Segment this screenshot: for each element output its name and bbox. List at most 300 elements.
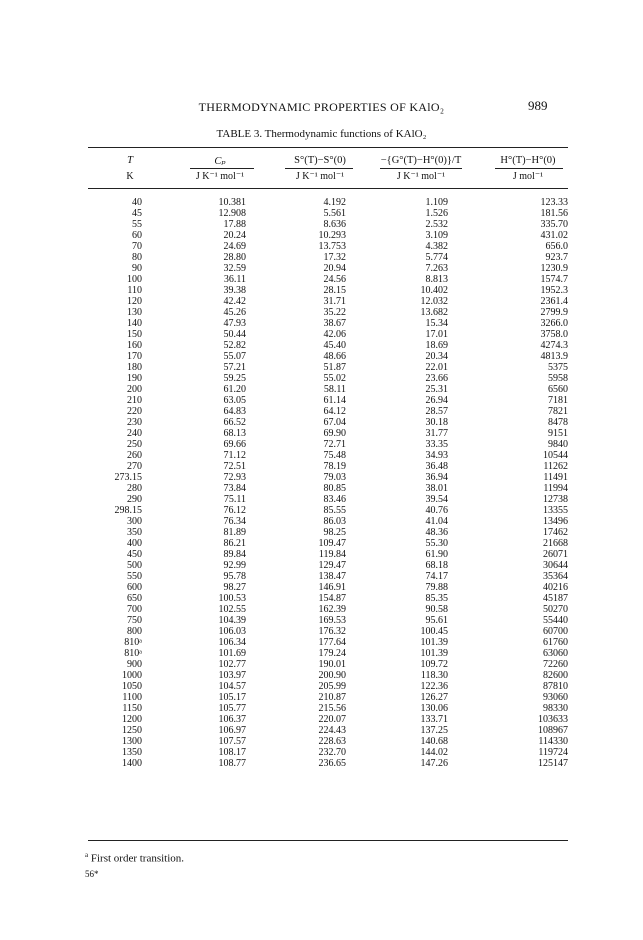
table-cell: 273.15 (114, 472, 142, 483)
table-cell: 103.97 (218, 670, 246, 681)
table-cell: 45187 (543, 593, 568, 604)
table-row (88, 637, 568, 648)
table-cell: 60 (132, 230, 142, 241)
table-cell: 18.69 (425, 340, 448, 351)
table-cell: 133.71 (420, 714, 448, 725)
table-cell: 205.99 (318, 681, 346, 692)
table-cell: 130 (127, 307, 142, 318)
table-cell: 80 (132, 252, 142, 263)
table-cell: 1952.3 (540, 285, 568, 296)
table-cell: 12738 (543, 494, 568, 505)
table-cell: 48.66 (323, 351, 346, 362)
column-header-enthalpy: H°(T)−H°(0) (500, 155, 556, 166)
table-cell: 38.01 (425, 483, 448, 494)
table-cell: 122.36 (420, 681, 448, 692)
table-bottom-rule (88, 840, 568, 841)
table-cell: 60700 (543, 626, 568, 637)
table-cell: 350 (127, 527, 142, 538)
table-cell: 63060 (543, 648, 568, 659)
table-cell: 98330 (543, 703, 568, 714)
table-cell: 41.04 (425, 516, 448, 527)
table-cell: 5.561 (323, 208, 346, 219)
table-cell: 3758.0 (540, 329, 568, 340)
table-row (88, 340, 568, 351)
table-cell: 45.40 (323, 340, 346, 351)
table-cell: 109.47 (318, 538, 346, 549)
table-cell: 106.97 (218, 725, 246, 736)
table-row (88, 406, 568, 417)
table-cell: 500 (127, 560, 142, 571)
table-cell: 103633 (538, 714, 568, 725)
table-cell: 9151 (548, 428, 568, 439)
table-cell: 85.55 (323, 505, 346, 516)
footnote-text: First order transition. (90, 852, 185, 865)
table-cell: 24.56 (323, 274, 346, 285)
table-row (88, 670, 568, 681)
table-cell: 126.27 (420, 692, 448, 703)
table-row (88, 571, 568, 582)
table-cell: 147.26 (420, 758, 448, 769)
table-cell: 220 (127, 406, 142, 417)
table-cell: 810ᵃ (124, 648, 142, 659)
table-cell: 104.57 (218, 681, 246, 692)
table-cell: 55 (132, 219, 142, 230)
table-cell: 10.293 (318, 230, 346, 241)
table-row (88, 747, 568, 758)
table-cell: 76.34 (223, 516, 246, 527)
table-cell: 106.34 (218, 637, 246, 648)
table-cell: 72.71 (323, 439, 346, 450)
table-cell: 100 (127, 274, 142, 285)
table-cell: 57.21 (223, 362, 246, 373)
table-cell: 119.84 (318, 549, 346, 560)
table-cell: 61.90 (425, 549, 448, 560)
table-cell: 50270 (543, 604, 568, 615)
table-cell: 600 (127, 582, 142, 593)
table-row (88, 626, 568, 637)
table-row (88, 252, 568, 263)
table-cell: 8.636 (323, 219, 346, 230)
table-cell: 52.82 (223, 340, 246, 351)
table-cell: 1400 (122, 758, 142, 769)
table-row (88, 472, 568, 483)
table-cell: 39.54 (425, 494, 448, 505)
table-cell: 61760 (543, 637, 568, 648)
table-row (88, 230, 568, 241)
table-cell: 79.03 (323, 472, 346, 483)
table-cell: 70 (132, 241, 142, 252)
table-cell: 35.22 (323, 307, 346, 318)
table-row (88, 692, 568, 703)
table-row (88, 703, 568, 714)
table-cell: 232.70 (318, 747, 346, 758)
table-cell: 1574.7 (540, 274, 568, 285)
table-cell: 31.77 (425, 428, 448, 439)
table-cell: 13355 (543, 505, 568, 516)
table-cell: 2799.9 (540, 307, 568, 318)
table-cell: 236.65 (318, 758, 346, 769)
table-cell: 4.382 (425, 241, 448, 252)
table-cell: 102.77 (218, 659, 246, 670)
table-row (88, 307, 568, 318)
table-cell: 200.90 (318, 670, 346, 681)
table-cell: 42.06 (323, 329, 346, 340)
table-row (88, 219, 568, 230)
table-row (88, 197, 568, 208)
table-cell: 73.84 (223, 483, 246, 494)
table-cell: 119724 (538, 747, 568, 758)
table-cell: 55.07 (223, 351, 246, 362)
table-cell: 74.17 (425, 571, 448, 582)
table-row (88, 648, 568, 659)
table-cell: 900 (127, 659, 142, 670)
table-cell: 3266.0 (540, 318, 568, 329)
table-cell: 230 (127, 417, 142, 428)
table-cell: 9840 (548, 439, 568, 450)
table-cell: 20.24 (223, 230, 246, 241)
table-cell: 58.11 (323, 384, 346, 395)
table-row (88, 494, 568, 505)
table-row (88, 483, 568, 494)
table-cell: 110 (127, 285, 142, 296)
table-cell: 169.53 (318, 615, 346, 626)
footnote (85, 851, 184, 865)
table-row (88, 593, 568, 604)
column-header-underline (285, 168, 353, 169)
table-cell: 67.04 (323, 417, 346, 428)
table-cell: 1250 (122, 725, 142, 736)
table-cell: 10.381 (218, 197, 246, 208)
table-cell: 109.72 (420, 659, 448, 670)
table-cell: 176.32 (318, 626, 346, 637)
table-cell: 72260 (543, 659, 568, 670)
table-cell: 101.39 (420, 648, 448, 659)
table-cell: 93060 (543, 692, 568, 703)
table-cell: 220.07 (318, 714, 346, 725)
table-row (88, 428, 568, 439)
table-cell: 86.03 (323, 516, 346, 527)
running-title: THERMODYNAMIC PROPERTIES OF KAlO₂ (198, 100, 445, 114)
table-cell: 102.55 (218, 604, 246, 615)
table-cell: 12.908 (218, 208, 246, 219)
table-cell: 107.57 (218, 736, 246, 747)
table-row (88, 681, 568, 692)
table-row (88, 450, 568, 461)
table-cell: 2.532 (425, 219, 448, 230)
table-cell: 101.69 (218, 648, 246, 659)
table-cell: 1150 (122, 703, 142, 714)
table-cell: 700 (127, 604, 142, 615)
table-cell: 35364 (543, 571, 568, 582)
table-cell: 114330 (538, 736, 568, 747)
table-cell: 76.12 (223, 505, 246, 516)
table-row (88, 373, 568, 384)
table-cell: 108967 (538, 725, 568, 736)
table-cell: 25.31 (425, 384, 448, 395)
table-cell: 4813.9 (540, 351, 568, 362)
table-cell: 125147 (538, 758, 568, 769)
table-top-rule (88, 147, 568, 148)
table-cell: 78.19 (323, 461, 346, 472)
table-row (88, 241, 568, 252)
table-cell: 210.87 (318, 692, 346, 703)
table-cell: 4274.3 (540, 340, 568, 351)
page-number: 989 (528, 98, 548, 113)
table-cell: 11491 (543, 472, 568, 483)
table-cell: 26.94 (425, 395, 448, 406)
table-cell: 3.109 (425, 230, 448, 241)
table-caption: TABLE 3. Thermodynamic functions of KAlO₂ (216, 128, 427, 140)
page-signature-mark: 56* (85, 869, 99, 879)
table-cell: 20.34 (425, 351, 448, 362)
column-header-entropy: S°(T)−S°(0) (294, 155, 346, 166)
column-header-underline (190, 168, 254, 169)
table-cell: 39.38 (223, 285, 246, 296)
table-cell: 1.526 (425, 208, 448, 219)
table-cell: 75.48 (323, 450, 346, 461)
table-cell: 10.402 (420, 285, 448, 296)
table-cell: 28.80 (223, 252, 246, 263)
table-cell: 36.11 (223, 274, 246, 285)
data-table (88, 197, 568, 769)
table-cell: 100.45 (420, 626, 448, 637)
table-cell: 83.46 (323, 494, 346, 505)
table-cell: 280 (127, 483, 142, 494)
table-cell: 75.11 (223, 494, 246, 505)
table-cell: 50.44 (223, 329, 246, 340)
table-cell: 118.30 (420, 670, 448, 681)
table-row (88, 736, 568, 747)
table-row (88, 549, 568, 560)
table-row (88, 659, 568, 670)
table-cell: 260 (127, 450, 142, 461)
table-cell: 55.02 (323, 373, 346, 384)
table-row (88, 395, 568, 406)
table-cell: 177.64 (318, 637, 346, 648)
table-cell: 290 (127, 494, 142, 505)
table-cell: 106.03 (218, 626, 246, 637)
table-row (88, 208, 568, 219)
table-cell: 15.34 (425, 318, 448, 329)
column-header-t: T (127, 155, 133, 166)
table-cell: 79.88 (425, 582, 448, 593)
table-cell: 335.70 (540, 219, 568, 230)
table-cell: 2361.4 (540, 296, 568, 307)
table-cell: 21668 (543, 538, 568, 549)
table-cell: 42.42 (223, 296, 246, 307)
table-cell: 240 (127, 428, 142, 439)
column-unit-cp: J K⁻¹ mol⁻¹ (195, 171, 245, 182)
table-cell: 90 (132, 263, 142, 274)
table-cell: 108.17 (218, 747, 246, 758)
table-cell: 4.192 (323, 197, 346, 208)
table-cell: 28.57 (425, 406, 448, 417)
table-cell: 923.7 (545, 252, 568, 263)
column-header-gibbs: −{G°(T)−H°(0)}/T (380, 155, 462, 166)
table-row (88, 560, 568, 571)
table-cell: 650 (127, 593, 142, 604)
table-cell: 1.109 (425, 197, 448, 208)
column-header-underline (495, 168, 563, 169)
table-row (88, 604, 568, 615)
table-cell: 160 (127, 340, 142, 351)
table-row (88, 263, 568, 274)
table-cell: 68.13 (223, 428, 246, 439)
table-cell: 95.78 (223, 571, 246, 582)
table-cell: 138.47 (318, 571, 346, 582)
column-unit-entropy: J K⁻¹ mol⁻¹ (295, 171, 345, 182)
table-cell: 20.94 (323, 263, 346, 274)
table-cell: 5.774 (425, 252, 448, 263)
table-cell: 105.17 (218, 692, 246, 703)
table-cell: 180 (127, 362, 142, 373)
table-cell: 298.15 (114, 505, 142, 516)
table-header-rule (88, 188, 568, 189)
table-cell: 30.18 (425, 417, 448, 428)
table-cell: 82600 (543, 670, 568, 681)
table-cell: 7821 (548, 406, 568, 417)
table-row (88, 318, 568, 329)
table-cell: 95.61 (425, 615, 448, 626)
column-unit-gibbs: J K⁻¹ mol⁻¹ (396, 171, 446, 182)
table-cell: 87810 (543, 681, 568, 692)
table-cell: 7181 (548, 395, 568, 406)
table-cell: 59.25 (223, 373, 246, 384)
table-cell: 31.71 (323, 296, 346, 307)
table-cell: 64.12 (323, 406, 346, 417)
table-cell: 86.21 (223, 538, 246, 549)
table-cell: 40 (132, 197, 142, 208)
table-row (88, 714, 568, 725)
column-header-underline (380, 168, 462, 169)
table-cell: 179.24 (318, 648, 346, 659)
table-cell: 17.88 (223, 219, 246, 230)
table-cell: 11994 (543, 483, 568, 494)
table-cell: 1200 (122, 714, 142, 725)
table-cell: 55440 (543, 615, 568, 626)
table-row (88, 384, 568, 395)
table-cell: 51.87 (323, 362, 346, 373)
table-cell: 123.33 (540, 197, 568, 208)
table-cell: 137.25 (420, 725, 448, 736)
table-cell: 810ᵃ (124, 637, 142, 648)
table-cell: 68.18 (425, 560, 448, 571)
table-cell: 13496 (543, 516, 568, 527)
table-cell: 30644 (543, 560, 568, 571)
table-cell: 6560 (548, 384, 568, 395)
table-cell: 7.263 (425, 263, 448, 274)
column-unit-enthalpy: J mol⁻¹ (512, 171, 544, 182)
table-cell: 750 (127, 615, 142, 626)
table-row (88, 725, 568, 736)
table-cell: 61.14 (323, 395, 346, 406)
table-cell: 1000 (122, 670, 142, 681)
table-cell: 45.26 (223, 307, 246, 318)
table-cell: 228.63 (318, 736, 346, 747)
table-cell: 100.53 (218, 593, 246, 604)
table-row (88, 274, 568, 285)
table-cell: 215.56 (318, 703, 346, 714)
table-cell: 656.0 (545, 241, 568, 252)
table-cell: 181.56 (540, 208, 568, 219)
table-cell: 140.68 (420, 736, 448, 747)
table-row (88, 417, 568, 428)
table-row (88, 461, 568, 472)
table-cell: 81.89 (223, 527, 246, 538)
table-cell: 92.99 (223, 560, 246, 571)
table-cell: 130.06 (420, 703, 448, 714)
table-cell: 129.47 (318, 560, 346, 571)
table-cell: 10544 (543, 450, 568, 461)
table-cell: 36.94 (425, 472, 448, 483)
table-cell: 40.76 (425, 505, 448, 516)
table-cell: 400 (127, 538, 142, 549)
table-row (88, 516, 568, 527)
table-cell: 98.25 (323, 527, 346, 538)
table-cell: 17.01 (425, 329, 448, 340)
table-cell: 63.05 (223, 395, 246, 406)
table-row (88, 538, 568, 549)
table-cell: 106.37 (218, 714, 246, 725)
table-cell: 162.39 (318, 604, 346, 615)
table-cell: 550 (127, 571, 142, 582)
table-row (88, 527, 568, 538)
table-row (88, 439, 568, 450)
table-cell: 38.67 (323, 318, 346, 329)
table-cell: 85.35 (425, 593, 448, 604)
table-cell: 98.27 (223, 582, 246, 593)
table-cell: 1350 (122, 747, 142, 758)
footnote-marker: a (85, 851, 89, 859)
table-cell: 146.91 (318, 582, 346, 593)
table-row (88, 758, 568, 769)
table-cell: 108.77 (218, 758, 246, 769)
table-cell: 36.48 (425, 461, 448, 472)
table-cell: 47.93 (223, 318, 246, 329)
table-cell: 210 (127, 395, 142, 406)
table-row (88, 582, 568, 593)
table-cell: 1050 (122, 681, 142, 692)
table-cell: 72.93 (223, 472, 246, 483)
table-cell: 101.39 (420, 637, 448, 648)
table-cell: 55.30 (425, 538, 448, 549)
table-cell: 80.85 (323, 483, 346, 494)
table-cell: 72.51 (223, 461, 246, 472)
table-cell: 250 (127, 439, 142, 450)
table-cell: 190.01 (318, 659, 346, 670)
table-cell: 154.87 (318, 593, 346, 604)
table-cell: 26071 (543, 549, 568, 560)
table-cell: 13.682 (420, 307, 448, 318)
table-cell: 8478 (548, 417, 568, 428)
table-cell: 17462 (543, 527, 568, 538)
table-cell: 12.032 (420, 296, 448, 307)
table-cell: 200 (127, 384, 142, 395)
column-header-cp: Cₚ (214, 156, 226, 167)
table-cell: 5958 (548, 373, 568, 384)
table-cell: 150 (127, 329, 142, 340)
table-row (88, 285, 568, 296)
table-row (88, 615, 568, 626)
table-cell: 1100 (122, 692, 142, 703)
table-cell: 120 (127, 296, 142, 307)
table-cell: 40216 (543, 582, 568, 593)
table-cell: 450 (127, 549, 142, 560)
table-row (88, 329, 568, 340)
table-cell: 23.66 (425, 373, 448, 384)
table-cell: 13.753 (318, 241, 346, 252)
table-cell: 90.58 (425, 604, 448, 615)
